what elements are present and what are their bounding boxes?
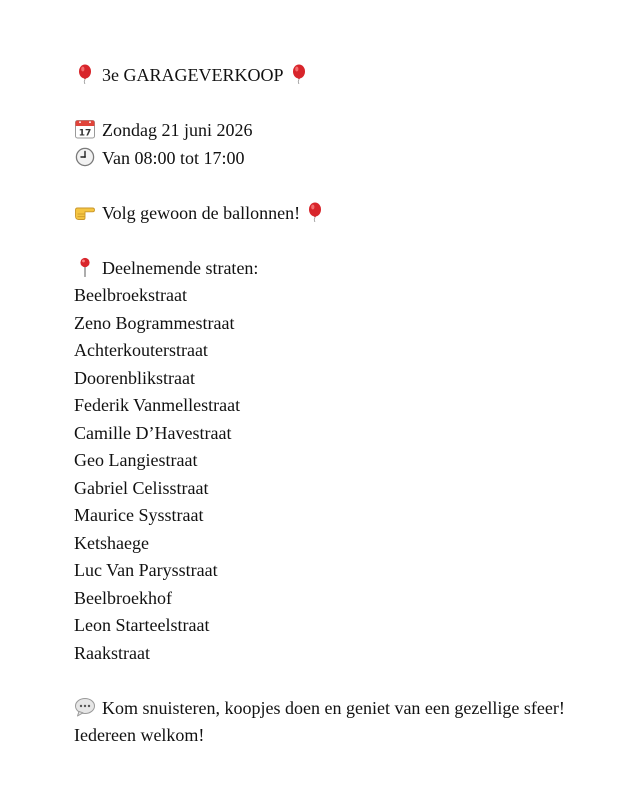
closing-line: [74, 695, 574, 723]
pointing-hand-icon: [74, 202, 96, 222]
title-line: [74, 62, 574, 90]
date-text: Zondag 21 juni 2026: [102, 120, 253, 140]
spacer: [74, 227, 574, 255]
streets-heading-line: [74, 255, 574, 283]
list-item: Camille D’Havestraat: [74, 422, 232, 443]
time-text: Van 08:00 tot 17:00: [102, 147, 245, 168]
speech-bubble-icon: [74, 697, 96, 717]
list-item: Raakstraat: [74, 642, 150, 663]
clock-icon: [74, 147, 96, 167]
balloon-icon: [288, 64, 310, 84]
date-line: [74, 117, 574, 145]
list-item: Zeno Bogrammestraat: [74, 312, 235, 333]
spacer: [74, 172, 574, 200]
list-item: Geo Langiestraat: [74, 450, 198, 470]
list-item: Gabriel Celisstraat: [74, 477, 209, 498]
spacer: [74, 667, 574, 695]
list-item: Achterkouterstraat: [74, 340, 208, 360]
streets-heading: Deelnemende straten:: [102, 257, 259, 278]
list-item: Beelbroekstraat: [74, 285, 187, 305]
closing-text: Kom snuisteren, koopjes doen en geniet van een gezellige sfeer!: [102, 697, 565, 718]
spacer: [74, 90, 574, 118]
title-text: 3e GARAGEVERKOOP: [102, 65, 284, 85]
calendar-day-number: 17: [78, 128, 92, 139]
list-item: Federik Vanmellestraat: [74, 395, 241, 415]
balloon-icon: [304, 202, 326, 222]
list-item: Ketshaege: [74, 532, 149, 553]
balloon-icon: [74, 64, 96, 84]
list-item: Beelbroekhof: [74, 587, 172, 608]
pin-icon: [74, 257, 96, 277]
list-item: Leon Starteelstraat: [74, 615, 210, 635]
street-list: [74, 282, 574, 667]
calendar-icon: [74, 119, 96, 139]
announcement-document: [74, 62, 574, 750]
directions-text: Volg gewoon de ballonnen!: [102, 202, 301, 223]
welcome-line: Iedereen welkom!: [74, 725, 205, 745]
list-item: Maurice Sysstraat: [74, 505, 204, 525]
list-item: Doorenblikstraat: [74, 367, 195, 388]
time-line: [74, 145, 574, 173]
list-item: Luc Van Parysstraat: [74, 560, 218, 580]
directions-line: [74, 200, 574, 228]
